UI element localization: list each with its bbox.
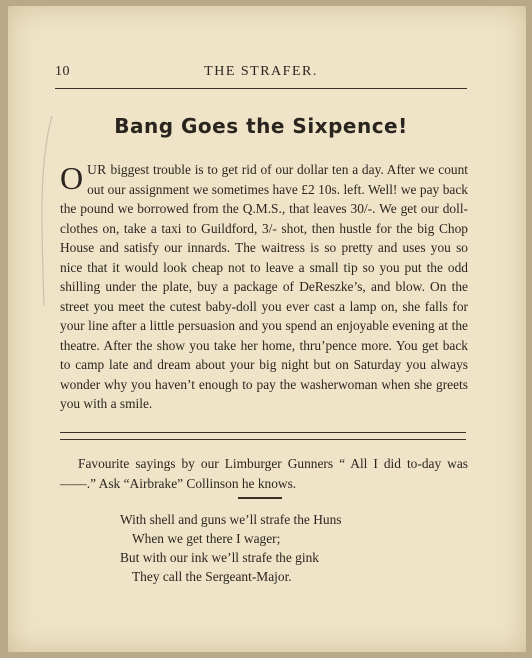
verse-line: When we get there I wager; <box>132 531 281 546</box>
verse-line: But with our ink we’ll strafe the gink <box>120 550 319 565</box>
short-divider <box>238 497 282 499</box>
drop-cap: O <box>60 160 84 196</box>
page-number: 10 <box>55 64 70 79</box>
running-head: THE STRAFER. <box>204 64 318 79</box>
article-body-text: biggest trouble is to get rid of our dollar ten a day. After we count out our assignment we sometimes have £2 10s. left. Well! we pay back the pound we borrowed from the Q.M.S., that leaves 30/-. We get our doll-clothes on, take a taxi to Guildford, 3/- shot, then hustle for the big Chop House and satisfy our innards. The waitress is so pretty and uses you so nice that it would look cheap not to leave a small tip so you put the odd shilling under the plate, buy a package of DeReszke’s, and blow. On the street you meet the cutest baby-doll you ever cast a lamp on, she falls for your line after a little persuasion and you spend an enjoyable evening at the theatre. After the show you take her home, thru’pence more. You get back to camp late and dream about your big night but on Saturday you always wonder why you haven’t enough to pay the washerwoman when she greets you with a smile. <box>60 162 468 411</box>
article-title: Bang Goes the Sixpence! <box>114 114 408 138</box>
favourite-sayings: Favourite sayings by our Limburger Gunners “ All I did to-day was ——.” Ask “Airbrake” Collinson he knows. <box>60 456 468 491</box>
article-body <box>60 160 468 414</box>
first-word-rest: UR <box>87 162 107 177</box>
verse-line: With shell and guns we’ll strafe the Huns <box>120 512 342 527</box>
section-divider <box>60 432 466 440</box>
verse <box>120 510 341 586</box>
verse-line: They call the Sergeant-Major. <box>132 569 292 584</box>
header-rule <box>55 88 467 89</box>
